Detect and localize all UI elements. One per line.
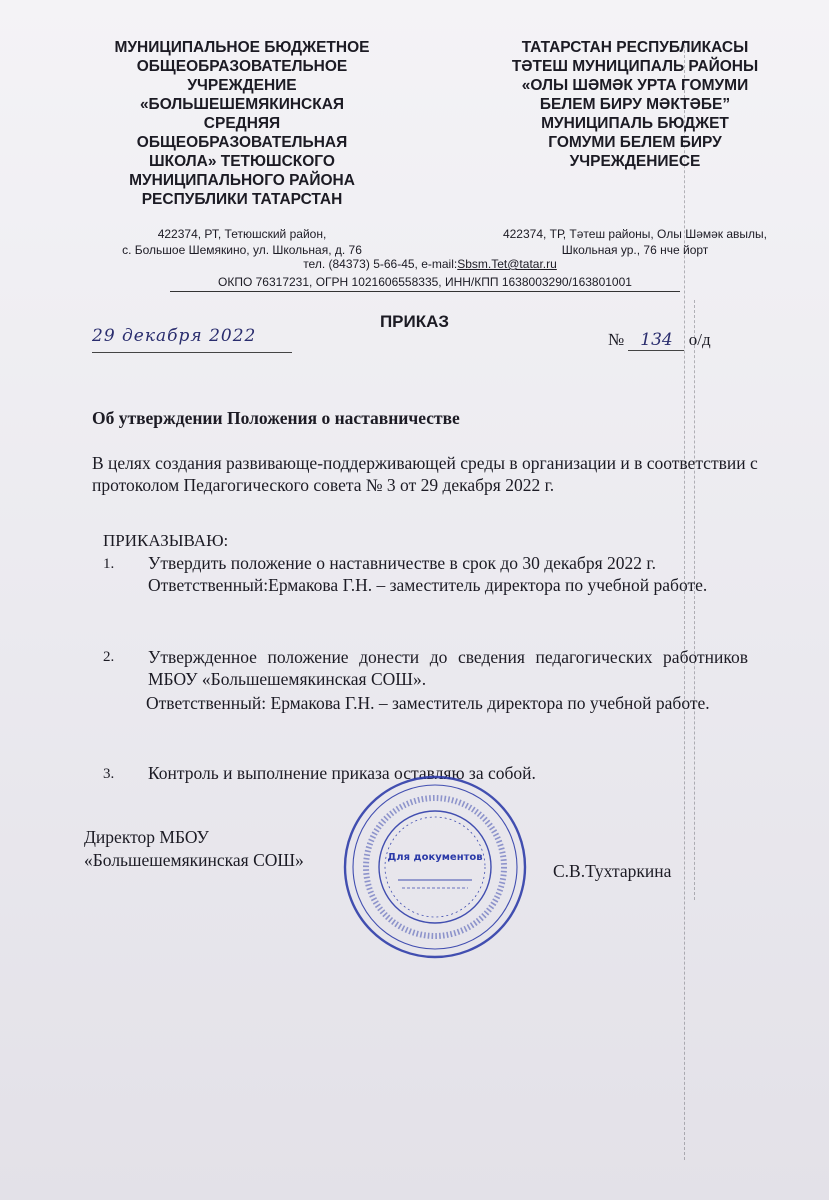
stamp-center-text: Для документов <box>387 852 483 863</box>
header-line: УЧРЕЖДЕНИЕСЕ <box>569 153 701 170</box>
item-number: 3. <box>103 766 115 782</box>
item-text: Контроль и выполнение приказа оставляю за собой. <box>148 763 536 783</box>
list-item <box>148 552 748 596</box>
paper-crease <box>684 40 685 1160</box>
director-name: С.В.Тухтаркина <box>553 861 672 881</box>
director-position-line: «Большешемякинская СОШ» <box>84 850 304 870</box>
header-line: МУНИЦИПАЛЬ БЮДЖЕТ <box>541 115 729 132</box>
contacts <box>180 256 680 272</box>
item-responsible: Ответственный:Ермакова Г.Н. – заместитель директора по учебной работе. <box>148 575 708 595</box>
header-line: МУНИЦИПАЛЬНОЕ БЮДЖЕТНОЕ <box>114 39 370 56</box>
list-item <box>148 646 748 690</box>
header-line: ОБЩЕОБРАЗОВАТЕЛЬНОЕ <box>136 58 348 75</box>
header-line: ОБЩЕОБРАЗОВАТЕЛЬНАЯ <box>136 134 348 151</box>
address-line: с. Большое Шемякино, ул. Школьная, д. 76 <box>122 243 362 257</box>
header-line: ГОМУМИ БЕЛЕМ БИРУ <box>548 134 722 151</box>
order-number-label: № <box>608 330 625 349</box>
header-school-name-tt <box>475 38 795 171</box>
header-line: УЧРЕЖДЕНИЕ <box>187 77 297 94</box>
header-line: МУНИЦИПАЛЬНОГО РАЙОНА <box>129 172 355 189</box>
header-line: БЕЛЕМ БИРУ МӘКТӘБЕ” <box>539 96 731 113</box>
director-position <box>84 826 304 872</box>
order-date-handwritten: 29 декабря 2022 <box>92 326 292 353</box>
paper-crease <box>694 300 695 900</box>
registry-codes: ОКПО 76317231, ОГРН 1021606558335, ИНН/КПП 1638003290/163801001 <box>170 274 680 292</box>
official-stamp <box>340 772 530 962</box>
order-title: ПРИКАЗ <box>379 312 450 331</box>
contacts-email: Sbsm.Tet@tatar.ru <box>457 257 557 271</box>
address-ru <box>92 226 392 258</box>
address-line: 422374, РТ, Тетюшский район, <box>157 227 327 241</box>
order-subject: Об утверждении Положения о наставничестве <box>92 408 460 428</box>
contacts-phone: тел. (84373) 5-66-45, e-mail: <box>303 257 458 271</box>
header-line: ТӘТЕШ МУНИЦИПАЛЬ РАЙОНЫ <box>511 58 759 75</box>
address-line: 422374, ТР, Тәтеш районы, Олы Шәмәк авылы, <box>502 227 768 241</box>
header-line: РЕСПУБЛИКИ ТАТАРСТАН <box>141 191 343 208</box>
header-line: ШКОЛА» ТЕТЮШСКОГО <box>149 153 335 170</box>
header-line: ТАТАРСТАН РЕСПУБЛИКАСЫ <box>521 39 749 56</box>
orders-heading: ПРИКАЗЫВАЮ: <box>103 531 229 550</box>
director-position-line: Директор МБОУ <box>84 827 209 847</box>
item-number: 1. <box>103 556 115 572</box>
header-line: СРЕДНЯЯ <box>203 115 281 132</box>
address-tt <box>470 226 800 258</box>
header-line: «БОЛЬШЕШЕМЯКИНСКАЯ <box>139 96 345 113</box>
header-line: «ОЛЫ ШӘМӘК УРТА ГОМУМИ <box>521 77 749 94</box>
order-preamble: В целях создания развивающе-поддерживающей среды в организации и в соответствии с протоколом Педагогического совета № 3 от 29 декабря 2022 г. <box>92 453 758 495</box>
item-responsible: Ответственный: Ермакова Г.Н. – заместитель директора по учебной работе. <box>146 693 710 713</box>
order-number-handwritten: 134 <box>628 330 684 351</box>
item-text: Утвердить положение о наставничестве в срок до 30 декабря 2022 г. <box>148 553 656 573</box>
header-school-name-ru <box>92 38 392 209</box>
item-number: 2. <box>103 649 115 665</box>
address-line: Школьная ур., 76 нче йорт <box>561 243 709 257</box>
item-text: Утвержденное положение донести до сведения педагогических работников МБОУ «Большешемякинская СОШ». <box>148 647 748 689</box>
order-number-suffix: о/д <box>688 330 711 349</box>
order-number <box>608 330 711 351</box>
